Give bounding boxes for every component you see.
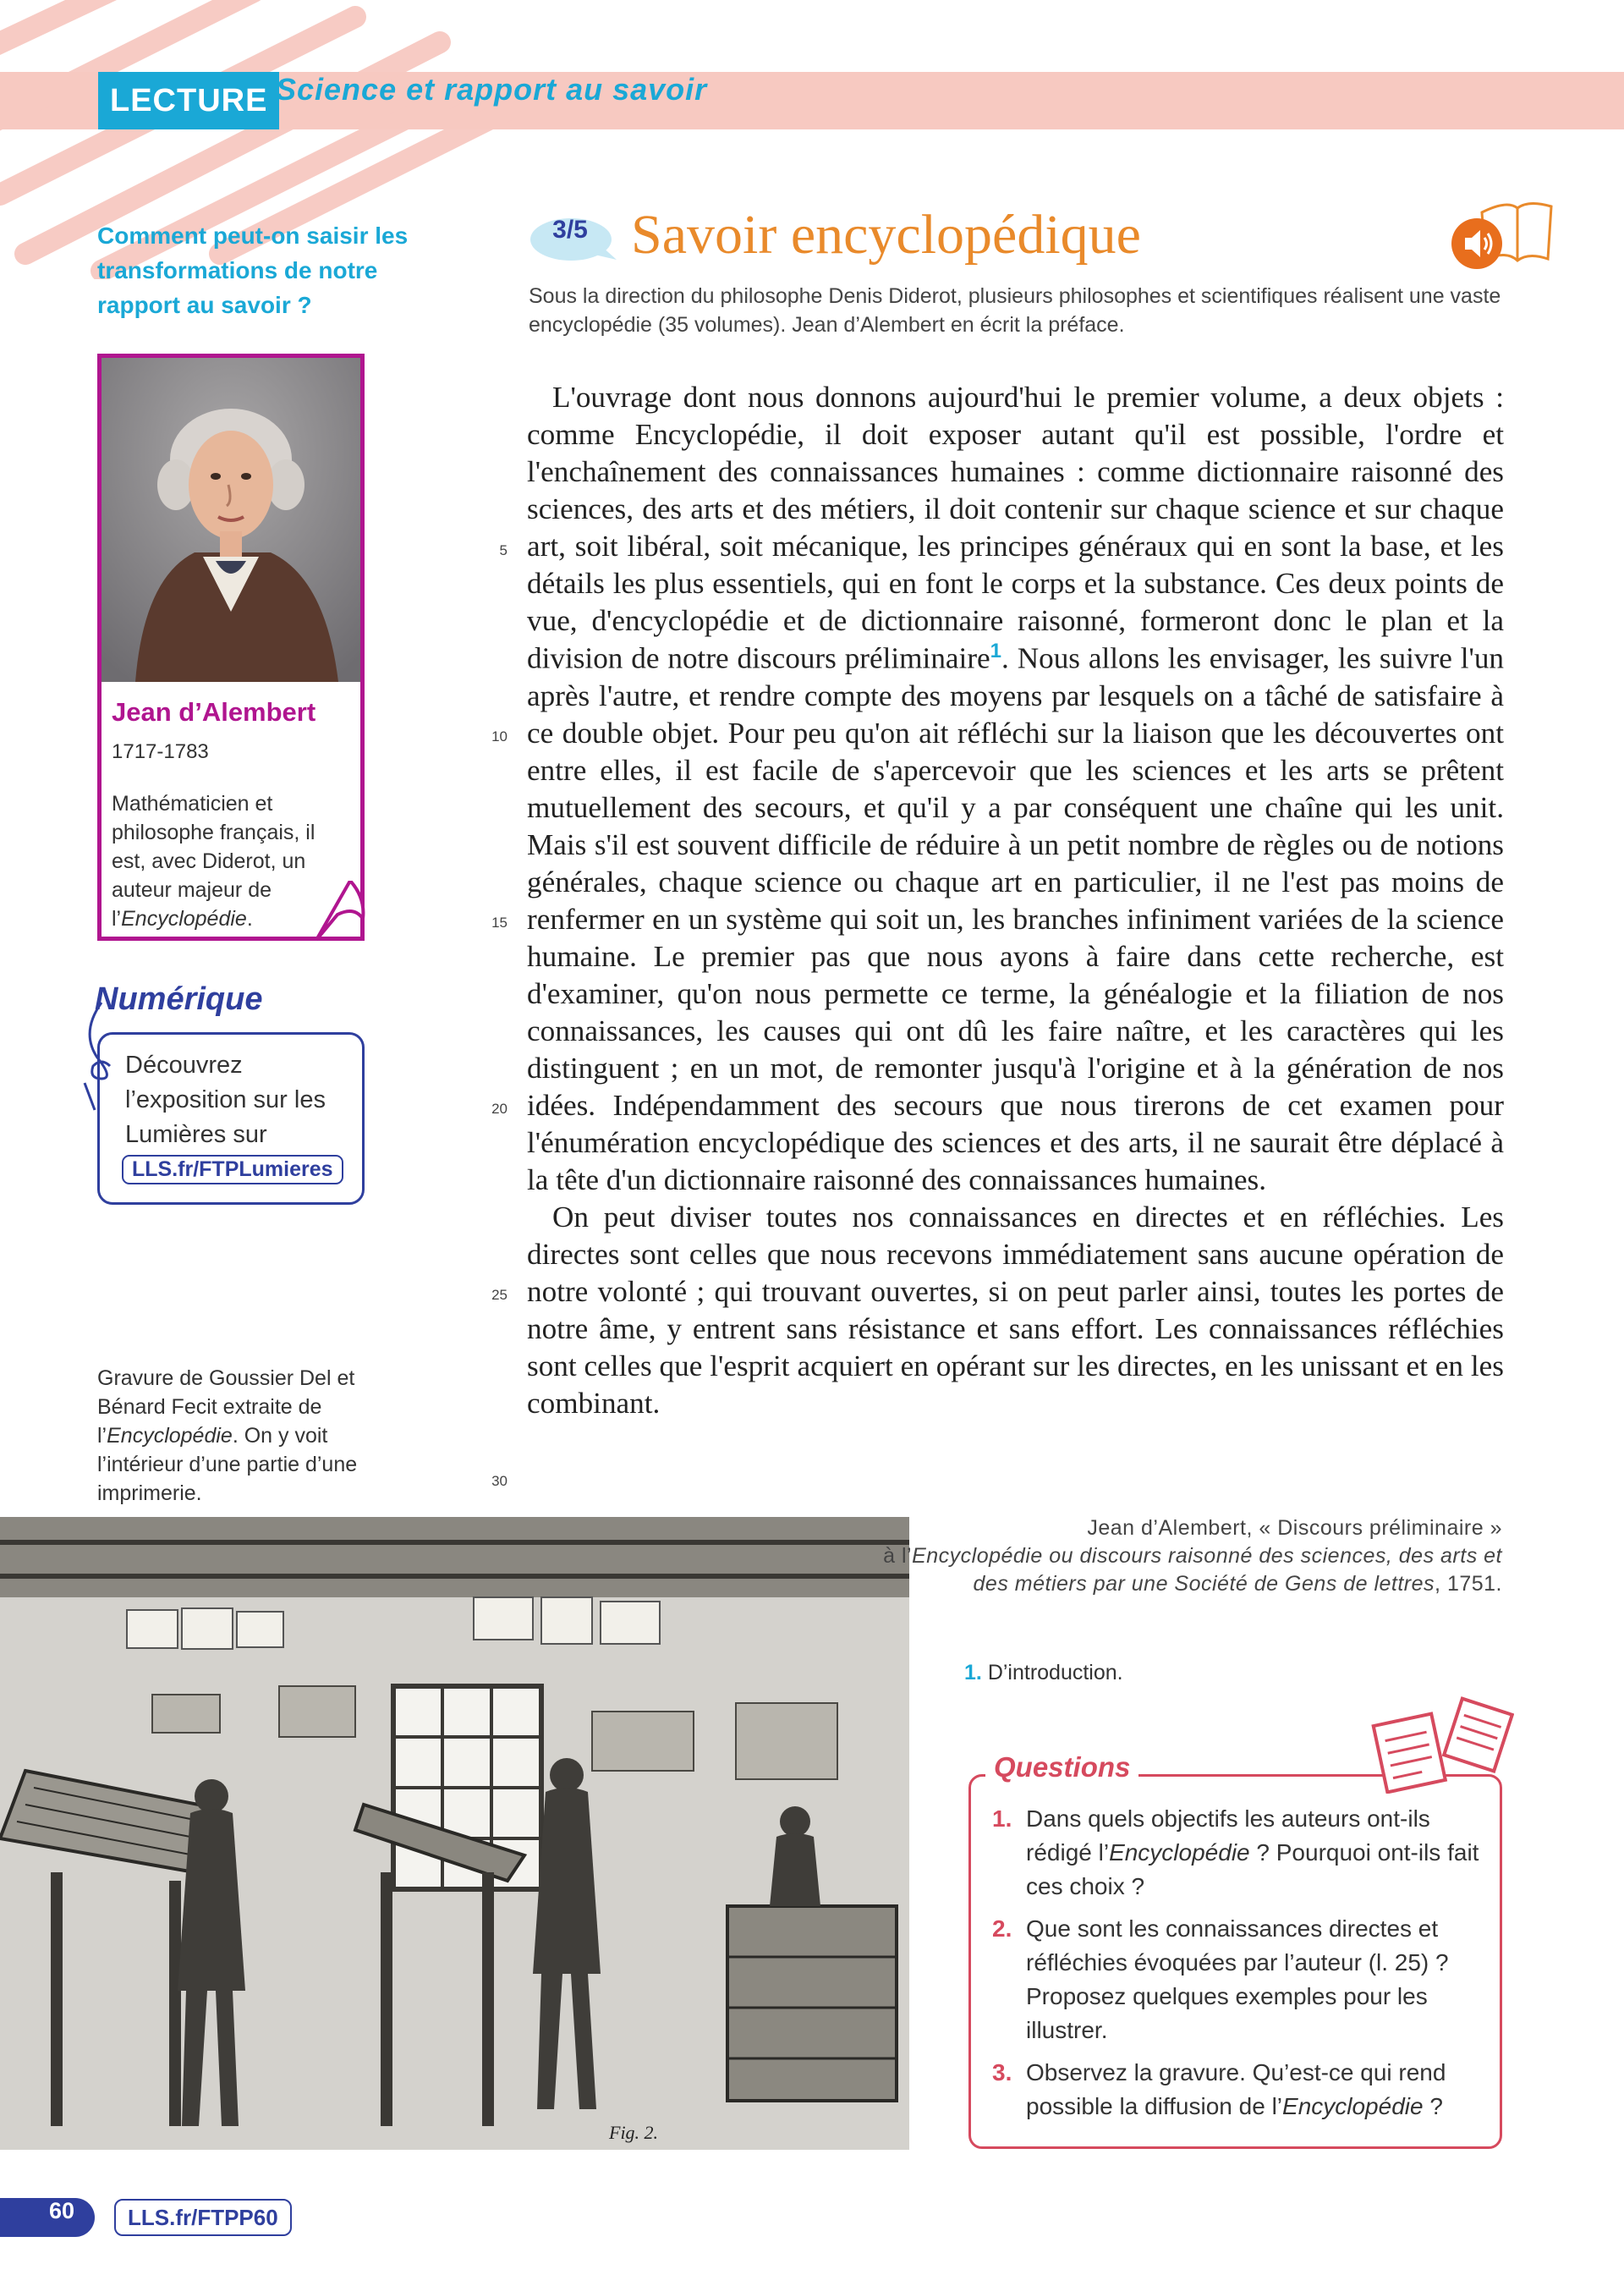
lecture-tag: LECTURE <box>98 72 279 129</box>
text-title: Savoir encyclopédique <box>631 204 1141 266</box>
intro-text: Sous la direction du philosophe Denis Diderot, plusieurs philosophes et scientifiques réalisent une vaste encyclopédie (35 volumes). Jean d’Alembert en écrit la préface. <box>529 284 1501 337</box>
numerique-text: Découvrez l’exposition sur les Lumières sur <box>125 1052 326 1148</box>
line-number: 5 <box>499 542 508 558</box>
portrait-image <box>102 358 360 682</box>
bio-card <box>97 354 365 941</box>
footnote: 1. D’introduction. <box>964 1661 1123 1684</box>
guiding-question: Comment peut-on saisir les transformations de notre rapport au savoir ? <box>97 223 409 318</box>
questions-list <box>990 1802 1480 2132</box>
questions-title: Questions <box>985 1751 1138 1783</box>
page-fold-icon <box>316 881 367 942</box>
engraving-caption: Gravure de Goussier Del et Bénard Fecit extraite de l’Encyclopédie. On y voit l’intérieur d’une partie d’une imprimerie. <box>97 1366 358 1505</box>
footer-link[interactable]: LLS.fr/FTPP60 <box>114 2199 292 2236</box>
line-number: 25 <box>491 1287 508 1303</box>
chapter-badge: 3/5 <box>552 216 588 244</box>
question-item: 3. Observez la gravure. Qu’est-ce qui rend possible la diffusion de l’Encyclopédie ? <box>992 2059 1446 2119</box>
bio-dates: 1717-1783 <box>112 740 209 763</box>
bio-name: Jean d’Alembert <box>112 697 316 727</box>
papers-icon <box>1366 1696 1514 1794</box>
footnote-marker: 1 <box>990 640 1002 662</box>
question-item: 2. Que sont les connaissances directes et réfléchies évoquées par l’auteur (l. 25) ? Proposez quelques exemples pour les illustrer. <box>992 1915 1449 2043</box>
printing-workshop-engraving <box>0 1517 909 2150</box>
numerique-box <box>97 1032 365 1205</box>
line-number: 10 <box>491 728 508 745</box>
line-number: 20 <box>491 1101 508 1117</box>
passage-text <box>527 379 1504 1422</box>
audio-book-icon[interactable] <box>1448 200 1554 271</box>
page-number-tab <box>0 2198 95 2237</box>
line-number: 15 <box>491 915 508 931</box>
line-number: 30 <box>491 1473 508 1489</box>
engraving-label: Fig. 2. <box>609 2122 659 2143</box>
source-citation: Jean d’Alembert, « Discours préliminaire » à l’Encyclopédie ou discours raisonné des sciences, des arts et des métiers par une Société de Gens de lettres, 1751. <box>883 1516 1502 1596</box>
paragraph-2: On peut diviser toutes nos connaissances en directes et en réfléchies. Les directes sont celles que nous recevons immédiatement sans aucune opération de notre volonté ; qui trouvant ouvertes, si on peut parler ainsi, toutes les portes de notre âme, y entrent sans résistance et sans effort. Les connaissances réfléchies sont celles que l'esprit acquiert en opérant sur les directes, en les unissant et en les combinant. <box>527 1200 1504 1420</box>
numerique-title: Numérique <box>95 981 263 1017</box>
question-item: 1. Dans quels objectifs les auteurs ont-ils rédigé l’Encyclopédie ? Pourquoi ont-ils fait ces choix ? <box>992 1805 1479 1899</box>
paragraph-1: L'ouvrage dont nous donnons aujourd'hui le premier volume, a deux objets : comme Encyclopédie, il doit exposer autant qu'il est possible, l'ordre et l'enchaînement des connaissances humaines : comme dictionnaire raisonné des sciences, des arts et des métiers, il doit contenir sur chaque science et sur chaque art, soit libéral, soit mécanique, les principes généraux qui en sont la base, et les détails les plus essentiels, qui en font le corps et la substance. Ces deux points de vue, d'encyclopédie et de dictionnaire raisonné, formeront donc le plan et la division de notre discours préliminaire$^1$. Nous allons les envisager, les suivre l'un après l'autre, et rendre compte des moyens par lesquels on a tâché de satisfaire à ce double objet. Pour peu qu'on ait réfléchi sur la liaison que les découvertes ont entre elles, il est facile de s'apercevoir que les sciences et les arts se prêtent mutuellement des secours, et qu'il y a par conséquent une chaîne qui les unit. Mais s'il est souvent difficile de réduire à un petit nombre de règles ou de notions générales, chaque science ou chaque art en particulier, il ne l'est pas moins de renfermer en un système qui soit un, les branches infiniment variées de la science humaine. Le premier pas que nous ayons à faire dans cette recherche, est d'examiner, qu'on nous permette ce terme, la généalogie et la filiation de nos connaissances, les causes qui ont dû les faire naître, et les caractères qui les distinguent ; en un mot, de remonter jusqu'à l'origine et à la génération de nos idées. Indépendamment des secours que nous tirerons de cet examen pour l'énumération encyclopédique des sciences et des arts, il ne saurait être déplacé à la tête d'un dictionnaire raisonné des connaissances humaines. <box>527 381 1505 1196</box>
bio-description: Mathématicien et philosophe français, il est, avec Diderot, un auteur majeur de l’Encyclopédie. <box>112 792 315 931</box>
section-title: Science et rapport au savoir <box>276 72 708 107</box>
page-number: 60 <box>49 2198 75 2223</box>
numerique-link[interactable]: LLS.fr/FTPLumieres <box>122 1155 343 1184</box>
